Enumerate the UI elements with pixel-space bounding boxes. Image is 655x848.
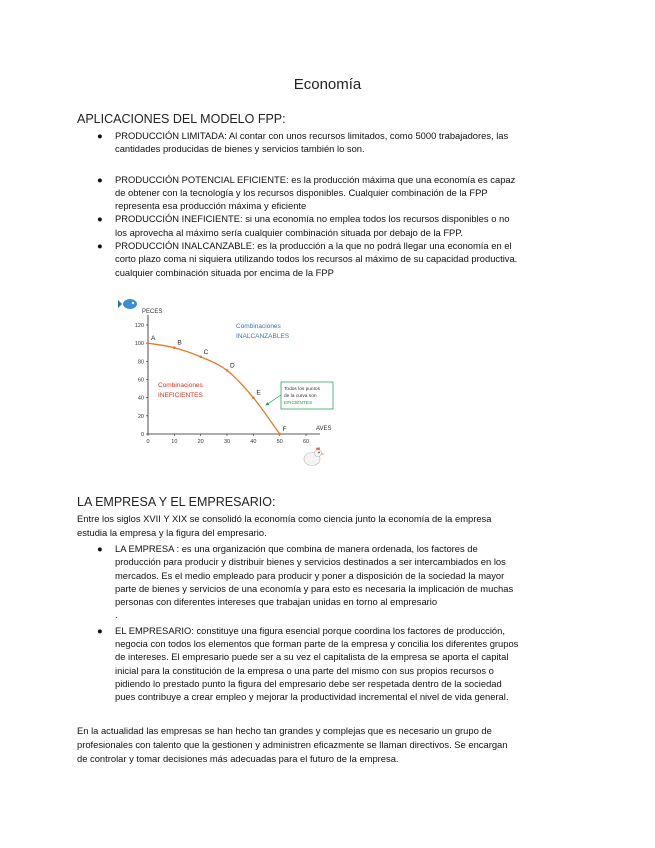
y-tick-label: 40 — [137, 395, 144, 402]
y-tick-label: 60 — [137, 377, 144, 384]
fpp-point-label: C — [203, 348, 209, 356]
fpp-chart-svg — [118, 293, 350, 473]
y-tick-label: 20 — [137, 413, 144, 420]
inefficient-label: Combinaciones — [158, 382, 203, 389]
fpp-point — [147, 342, 150, 345]
efficient-box-text: Todos los puntos — [284, 387, 320, 392]
inefficient-label: INEFICIENTES — [158, 392, 203, 399]
y-tick-label: 0 — [140, 432, 144, 438]
x-tick-label: 20 — [197, 439, 204, 445]
unattainable-label: INALCANZABLES — [236, 333, 290, 340]
fpp-chart — [118, 293, 350, 473]
page-title: Economía — [293, 76, 362, 93]
closing-paragraph: En la actualidad las empresas se han hecho tan grandes y complejas que es necesario un grupo de profesionales con talento que la gestionen y administren eficazmente se llaman directivos. Se encargan de controlar y tomar decisiones más adecuadas para el futuro de la empresa. — [77, 725, 508, 764]
y-tick-label: 100 — [134, 341, 144, 348]
fpp-point — [226, 369, 229, 372]
x-axis-label: AVES — [316, 426, 332, 432]
empresa-list — [77, 542, 577, 704]
efficient-box-text: de la curva son — [284, 394, 317, 399]
bullet-icon: ● — [97, 130, 103, 141]
x-tick-label: 50 — [276, 439, 283, 445]
list-item: ● LA EMPRESA : es una organización que combina de manera ordenada, los factores de producción para producir y distribuir bienes y servicios destinados a ser intercambiados en los mercados. Es el medio empleado para producir y poner a disposición de la sociedad la mayor parte de bienes y servicios de una economía y para esto es necesaria la implicación de muchas personas con diferentes intereses que trabajan unidas en torno al empresario . — [97, 543, 514, 621]
y-tick-label: 80 — [137, 359, 144, 366]
x-tick-label: 60 — [302, 439, 310, 445]
bullet-icon: ● — [97, 173, 103, 185]
fpp-list — [77, 129, 577, 279]
list-item: ● PRODUCCIÓN LIMITADA: Al contar con unos recursos limitados, como 5000 trabajadores, las cantidades producidas de bienes y servicios también lo son. — [97, 130, 509, 155]
intro-paragraph: Entre los siglos XVII Y XIX se consolidó la economía como ciencia junto la economía de la empresa estudia la empresa y la figura del empresario. — [77, 513, 492, 538]
list-item: ● EL EMPRESARIO: constituye una figura esencial porque coordina los factores de producción, negocia con todos los elementos que forman parte de la empresa y concilia los diferentes grupos de intereses. El empresario puede ser a su vez el capitalista de la empresa se aporta el capital inicial para la constitución de la empresa o una parte del mismo con sus propios recursos o pidiendo lo prestado punto la figura del empresario debe ser respetada dentro de la sociedad pues contribuye a crear empleo y mejorar la productividad incremental el nivel de vida general. — [97, 624, 519, 703]
x-tick-label: 40 — [250, 439, 257, 445]
x-tick-label: 0 — [146, 439, 150, 445]
section-heading-empresa: LA EMPRESA Y EL EMPRESARIO: — [77, 495, 276, 509]
unattainable-label: Combinaciones — [236, 323, 281, 330]
fpp-point-label: A — [151, 335, 156, 343]
section-heading-fpp: APLICACIONES DEL MODELO FPP: — [77, 112, 286, 126]
x-tick-label: 30 — [223, 439, 231, 445]
y-axis-label: PECES — [142, 309, 163, 315]
fpp-point — [278, 433, 281, 436]
fpp-point-label: D — [230, 362, 235, 370]
efficient-arrow — [266, 395, 281, 405]
list-item: ● PRODUCCIÓN INEFICIENTE: si una economía no emplea todos los recursos disponibles o no los aprovecha al máximo sería cualquier combinación situada por debajo de la FPP. — [97, 213, 510, 238]
list-item: ● PRODUCCIÓN INALCANZABLE: es la producción a la que no podrá llegar una economía en el corto plazo coma ni siquiera utilizando todos los recursos al máximo de su capacidad productiva. cualquier combinación situada por encima de la FPP — [97, 240, 518, 278]
fpp-point-label: E — [256, 389, 261, 397]
list-item: ● PRODUCCIÓN POTENCIAL EFICIENTE: es la producción máxima que una economía es capaz de obtener con la tecnología y los recursos disponibles. Cualquier combinación de la FPP representa esa producción máxima y eficiente — [97, 173, 516, 212]
bullet-icon: ● — [97, 624, 103, 636]
bullet-icon: ● — [97, 213, 103, 225]
bullet-icon: ● — [97, 240, 103, 252]
efficient-box-text: EFICIENTES — [284, 401, 313, 406]
fpp-point — [173, 346, 176, 349]
fish-icon — [118, 299, 137, 309]
hen-icon — [304, 447, 325, 466]
x-tick-label: 10 — [171, 439, 178, 445]
fpp-point — [199, 355, 202, 358]
bullet-icon: ● — [97, 543, 103, 554]
y-tick-label: 120 — [134, 323, 144, 329]
fpp-point-label: B — [177, 339, 182, 347]
fpp-point-label: F — [282, 426, 287, 433]
fpp-point — [252, 396, 255, 399]
